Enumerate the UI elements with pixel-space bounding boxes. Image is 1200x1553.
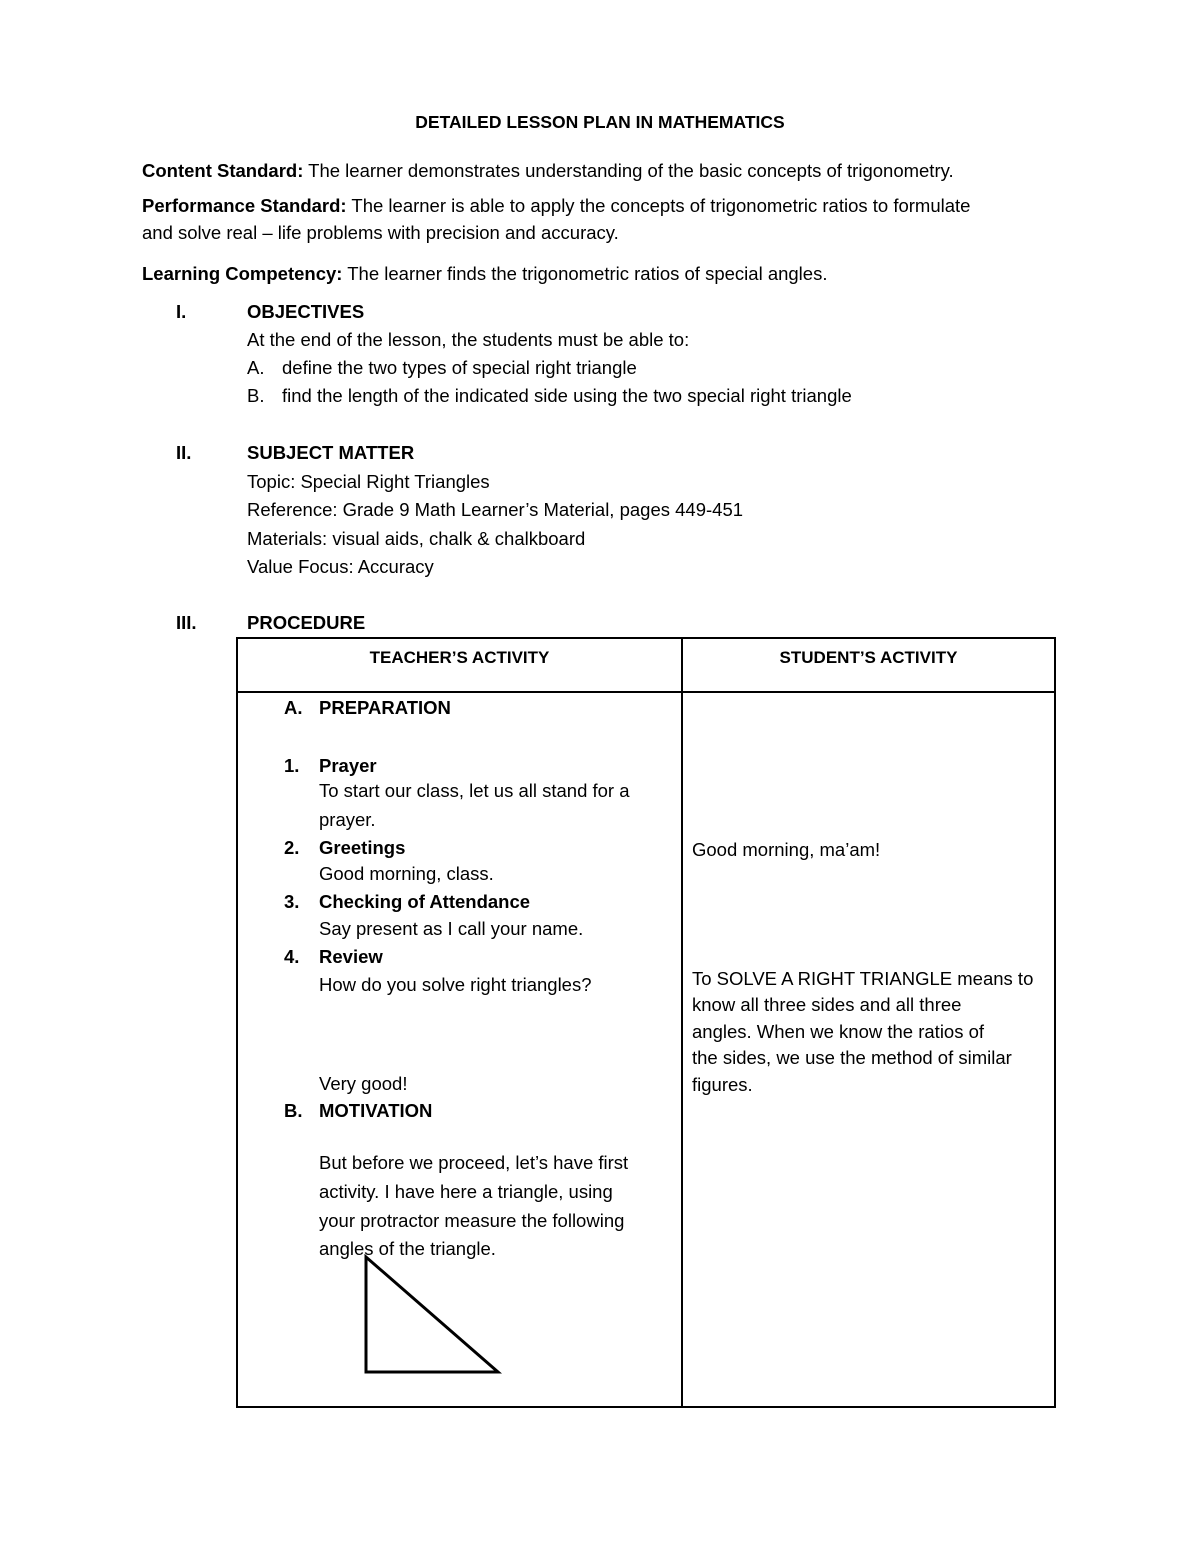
subject-line: Materials: visual aids, chalk & chalkboard	[247, 528, 586, 549]
student-answer-line: To SOLVE A RIGHT TRIANGLE means to	[692, 968, 1034, 989]
section-heading: SUBJECT MATTER	[247, 442, 415, 463]
motivation-text: activity. I have here a triangle, using	[319, 1181, 613, 1202]
step-text: Good morning, class.	[319, 863, 494, 884]
content-standard-text: The learner demonstrates understanding of the basic concepts of trigonometry.	[303, 160, 954, 181]
motivation-text: angles of the triangle.	[319, 1238, 496, 1259]
student-greeting: Good morning, ma’am!	[692, 839, 881, 860]
step-number: 2.	[284, 837, 300, 858]
triangle-shape	[366, 1257, 498, 1372]
step-text: Say present as I call your name.	[319, 918, 584, 939]
praise-text: Very good!	[319, 1073, 408, 1094]
step-number: 4.	[284, 946, 300, 967]
list-letter: A.	[247, 357, 265, 378]
preparation-heading: PREPARATION	[319, 697, 451, 718]
section-number: I.	[176, 301, 187, 322]
procedure-table	[236, 637, 1056, 1408]
section-heading: PROCEDURE	[247, 612, 366, 633]
motivation-text: But before we proceed, let’s have first	[319, 1152, 629, 1173]
list-text: find the length of the indicated side using the two special right triangle	[282, 385, 852, 406]
table-column-divider	[681, 639, 683, 1406]
step-title: Greetings	[319, 837, 406, 858]
objectives-intro: At the end of the lesson, the students must be able to:	[247, 329, 690, 350]
teacher-activity-header: TEACHER’S ACTIVITY	[369, 648, 550, 667]
list-item	[247, 359, 637, 378]
student-answer-line: the sides, we use the method of similar	[692, 1047, 1012, 1068]
student-activity-header: STUDENT’S ACTIVITY	[779, 648, 958, 667]
motivation-text: your protractor measure the following	[319, 1210, 625, 1231]
learning-competency-label: Learning Competency:	[142, 263, 343, 284]
student-answer-line: figures.	[692, 1074, 753, 1095]
content-standard-label: Content Standard:	[142, 160, 304, 181]
step-number: 1.	[284, 755, 300, 776]
step-title: Review	[319, 946, 383, 967]
performance-standard-cont: and solve real – life problems with precision and accuracy.	[142, 222, 619, 243]
student-answer-line: angles. When we know the ratios of	[692, 1021, 985, 1042]
learning-competency-text: The learner finds the trigonometric ratios of special angles.	[342, 263, 828, 284]
motivation-heading: MOTIVATION	[319, 1100, 433, 1121]
right-triangle-figure	[358, 1251, 508, 1381]
list-letter: B.	[247, 385, 265, 406]
student-answer-line: know all three sides and all three	[692, 994, 962, 1015]
section-number: III.	[176, 612, 197, 633]
step-title: Prayer	[319, 755, 377, 776]
step-text: To start our class, let us all stand for a	[319, 780, 630, 801]
step-title: Checking of Attendance	[319, 891, 531, 912]
section-number: II.	[176, 442, 192, 463]
preparation-letter: A.	[284, 697, 303, 718]
subject-line: Topic: Special Right Triangles	[247, 471, 490, 492]
motivation-letter: B.	[284, 1100, 303, 1121]
subject-line: Value Focus: Accuracy	[247, 556, 434, 577]
learning-competency	[142, 265, 827, 284]
table-header-divider	[238, 691, 1054, 693]
list-text: define the two types of special right triangle	[282, 357, 637, 378]
page-title: DETAILED LESSON PLAN IN MATHEMATICS	[415, 112, 785, 132]
performance-standard-text: The learner is able to apply the concepts of trigonometric ratios to formulate	[346, 195, 971, 216]
performance-standard	[142, 197, 970, 216]
step-text: How do you solve right triangles?	[319, 974, 592, 995]
list-item	[247, 387, 852, 406]
section-heading: OBJECTIVES	[247, 301, 365, 322]
performance-standard-label: Performance Standard:	[142, 195, 347, 216]
content-standard	[142, 162, 954, 181]
subject-line: Reference: Grade 9 Math Learner’s Material, pages 449-451	[247, 499, 744, 520]
step-number: 3.	[284, 891, 300, 912]
step-text: prayer.	[319, 809, 376, 830]
